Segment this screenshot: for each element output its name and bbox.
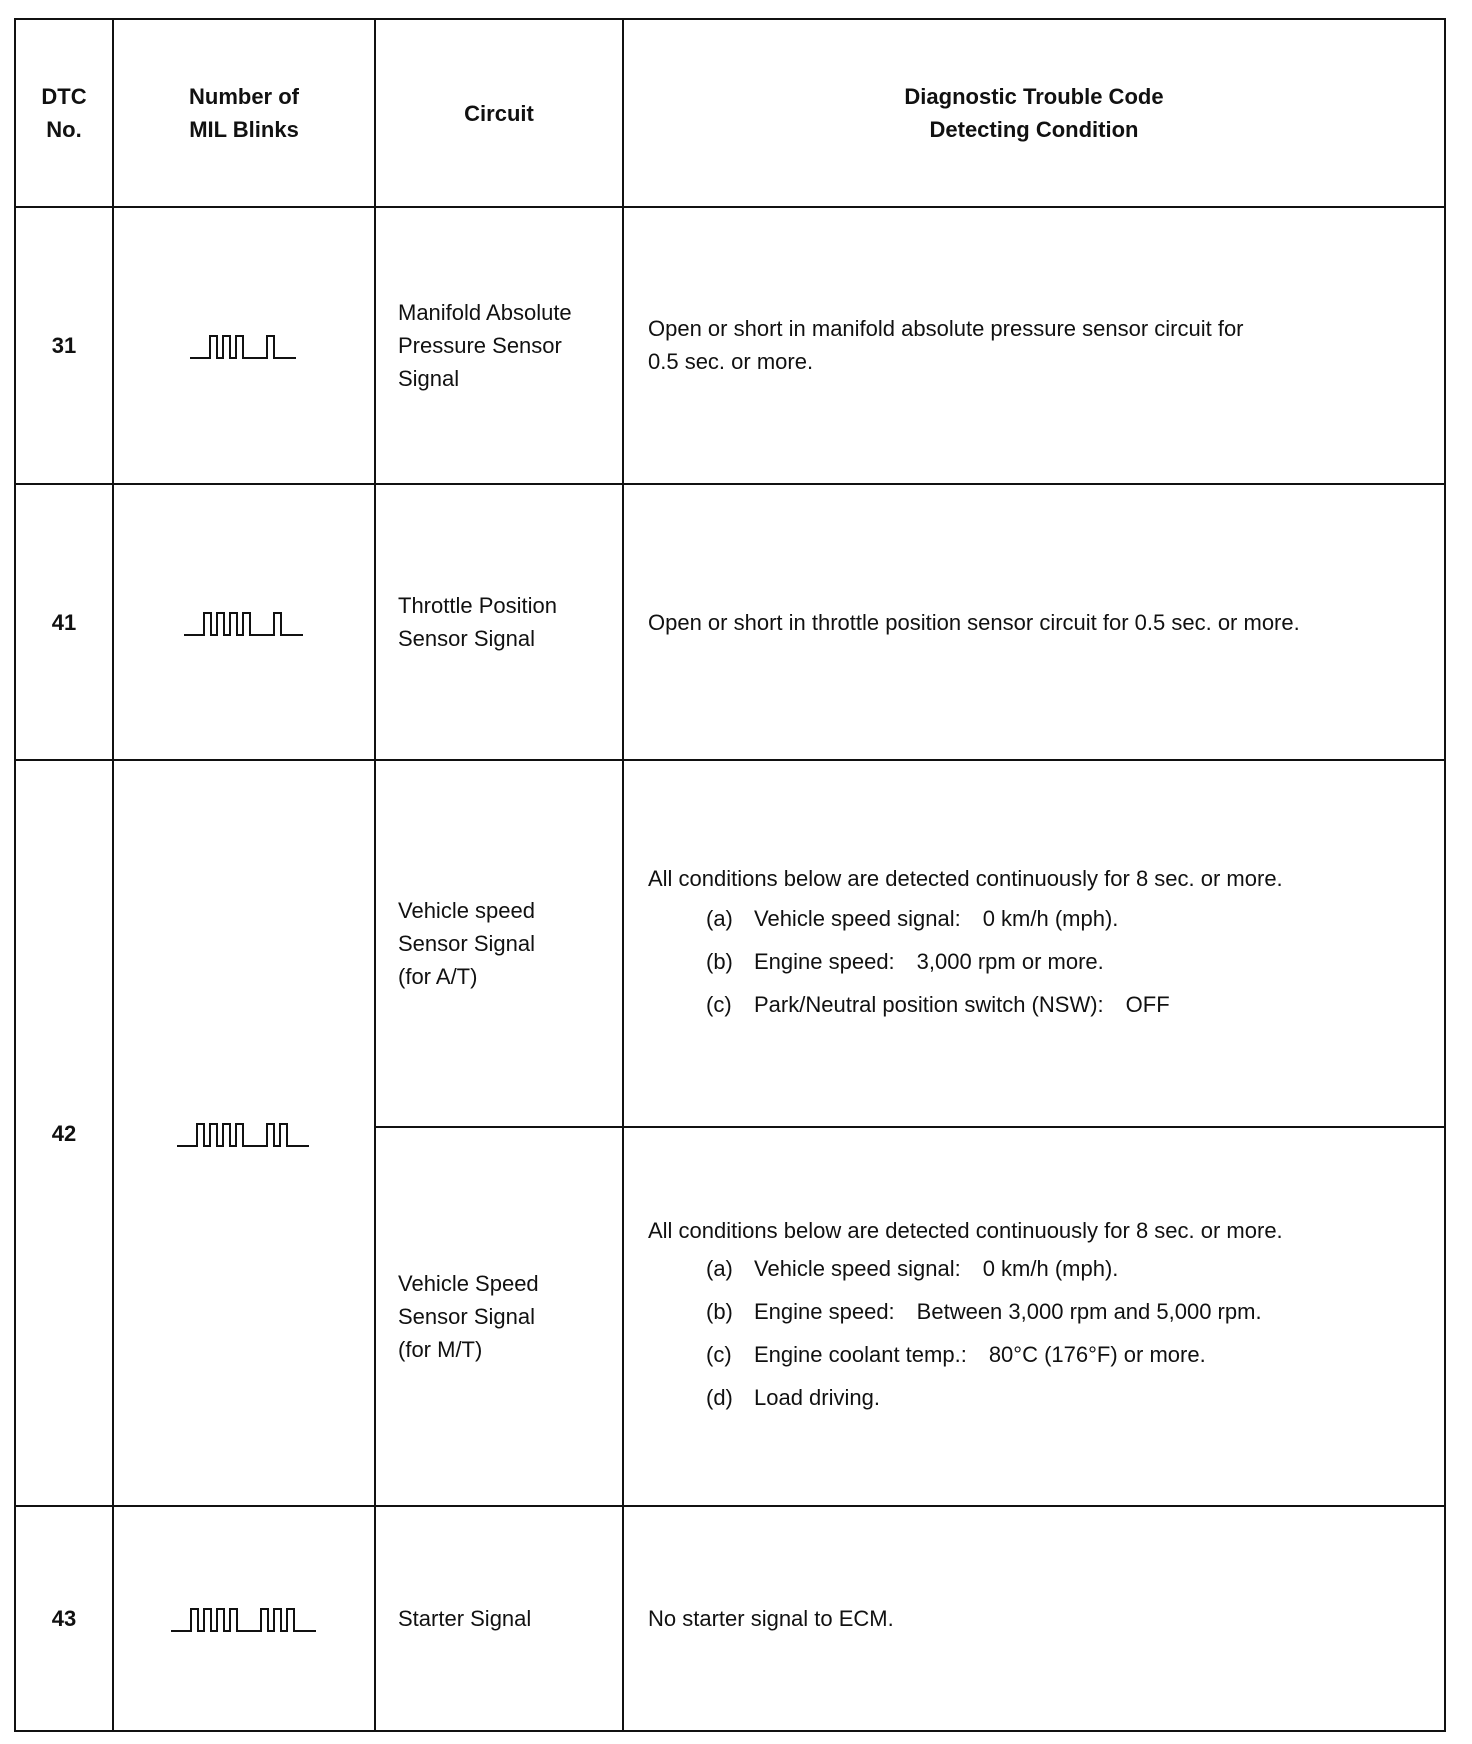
condition-cell: All conditions below are detected continuously for 8 sec. or more. (a) Vehicle speed signal: 0 km/h (mph). (b) Engine speed: 3,000 rpm or more. (c) Park/Neutral position switch (NSW): OFF	[623, 760, 1445, 1127]
blink-pattern-cell	[113, 1506, 375, 1731]
condition-cell: No starter signal to ECM.	[623, 1506, 1445, 1731]
circuit-cell: Manifold Absolute Pressure Sensor Signal	[375, 207, 623, 484]
dtc-number: 41	[15, 484, 113, 761]
blink-pattern-icon	[182, 609, 307, 639]
condition-item: (a) Vehicle speed signal: 0 km/h (mph).	[706, 905, 1119, 931]
header-dtc-no: DTC No.	[15, 19, 113, 207]
header-mil-blinks: Number of MIL Blinks	[113, 19, 375, 207]
condition-item: (c) Park/Neutral position switch (NSW): OFF	[706, 991, 1170, 1017]
condition-item: (a) Vehicle speed signal: 0 km/h (mph).	[706, 1256, 1119, 1282]
condition-item: (b) Engine speed: 3,000 rpm or more.	[706, 948, 1104, 974]
table-row-dtc-42-at	[15, 760, 1445, 1127]
circuit-cell: Starter Signal	[375, 1506, 623, 1731]
dtc-table-sheet	[14, 18, 1444, 1732]
dtc-table	[14, 18, 1446, 1732]
blink-waveform	[190, 336, 296, 358]
header-detecting-condition: Diagnostic Trouble Code Detecting Condition	[623, 19, 1445, 207]
header-row	[15, 19, 1445, 207]
dtc-number: 31	[15, 207, 113, 484]
condition-cell: All conditions below are detected continuously for 8 sec. or more. (a) Vehicle speed signal: 0 km/h (mph). (b) Engine speed: Between 3,000 rpm and 5,000 rpm. (c) Engine coolant temp.: 80°C (176°F) or more. (d) Load driving.	[623, 1127, 1445, 1506]
blink-waveform	[184, 613, 303, 635]
blink-pattern-cell	[113, 760, 375, 1506]
condition-item: (b) Engine speed: Between 3,000 rpm and 5,000 rpm.	[706, 1299, 1262, 1325]
header-circuit: Circuit	[375, 19, 623, 207]
circuit-cell: Vehicle speed Sensor Signal (for A/T)	[375, 760, 623, 1127]
blink-waveform	[177, 1124, 309, 1146]
condition-cell: Open or short in throttle position sensor circuit for 0.5 sec. or more.	[623, 484, 1445, 761]
blink-pattern-icon	[175, 1120, 313, 1150]
blink-pattern-cell	[113, 207, 375, 484]
circuit-cell: Vehicle Speed Sensor Signal (for M/T)	[375, 1127, 623, 1506]
table-row-dtc-41	[15, 484, 1445, 761]
condition-item: (d) Load driving.	[706, 1385, 880, 1411]
circuit-cell: Throttle Position Sensor Signal	[375, 484, 623, 761]
blink-pattern-icon	[169, 1605, 320, 1635]
table-row-dtc-43	[15, 1506, 1445, 1731]
condition-cell: Open or short in manifold absolute pressure sensor circuit for 0.5 sec. or more.	[623, 207, 1445, 484]
blink-waveform	[171, 1609, 316, 1631]
blink-pattern-cell	[113, 484, 375, 761]
table-row-dtc-31	[15, 207, 1445, 484]
dtc-number: 43	[15, 1506, 113, 1731]
blink-pattern-icon	[188, 332, 300, 362]
condition-item: (c) Engine coolant temp.: 80°C (176°F) or more.	[706, 1342, 1206, 1368]
dtc-number: 42	[15, 760, 113, 1506]
